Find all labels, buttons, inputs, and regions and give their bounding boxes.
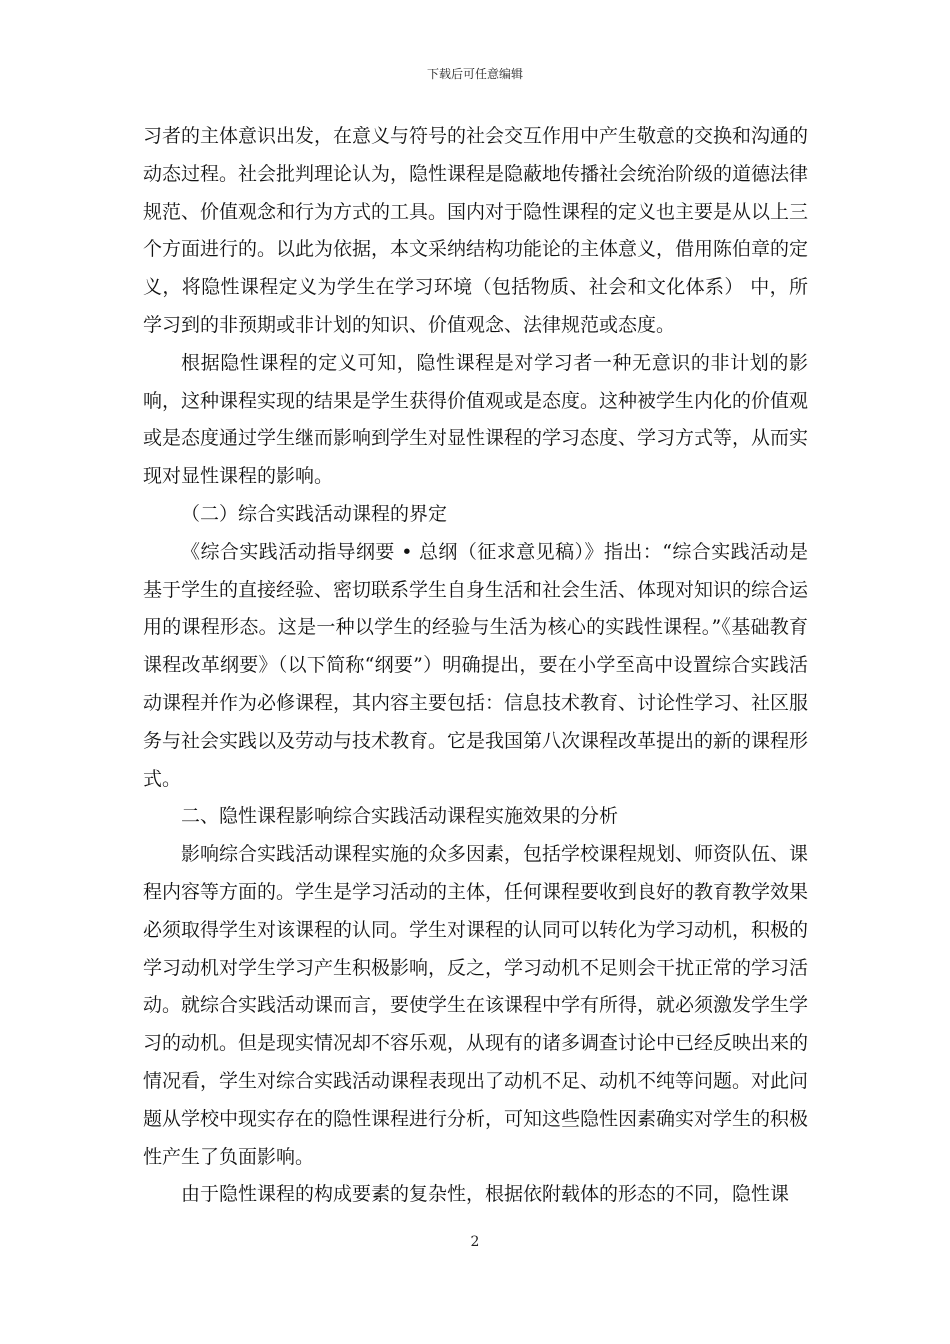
section-heading-practice-curriculum: （二）综合实践活动课程的界定 bbox=[181, 502, 448, 525]
paragraph-complexity: 由于隐性课程的构成要素的复杂性，根据依附载体的形态的不同，隐性课 bbox=[181, 1183, 790, 1206]
paragraph-practice-curriculum-definition: 《综合实践活动指导纲要 • 总纲（征求意见稿）》指出：“综合实践活动是基于学生的直接经验、密切联系学生自身生活和社会生活、体现对知识的综合运用的课程形态。这是一种以学生的经验与生活为核心的实践性课程。”《基础教育课程改革纲要》（以下简称“纲要”）明确提出，要在小学至高中设置综合实践活动课程并作为必修课程，其内容主要包括：信息技术教育、讨论性学习、社区服务与社会实践以及劳动与技术教育。它是我国第八次课程改革提出的新的课程形式。 bbox=[143, 540, 809, 790]
document-body bbox=[143, 118, 808, 1214]
page-number: 2 bbox=[470, 1234, 480, 1250]
paragraph-influencing-factors: 影响综合实践活动课程实施的众多因素，包括学校课程规划、师资队伍、课程内容等方面的。学生是学习活动的主体，任何课程要收到良好的教育教学效果必须取得学生对该课程的认同。学生对课程的认同可以转化为学习动机，积极的学习动机对学生学习产生积极影响，反之，学习动机不足则会干扰正常的学习活动。就综合实践活动课而言，要使学生在该课程中学有所得，就必须激发学生学习的动机。但是现实情况却不容乐观，从现有的诸多调查讨论中已经反映出来的情况看，学生对综合实践活动课程表现出了动机不足、动机不纯等问题。对此问题从学校中现实存在的隐性课程进行分析，可知这些隐性因素确实对学生的积极性产生了负面影响。 bbox=[143, 843, 809, 1168]
paragraph-hidden-curriculum-effect: 根据隐性课程的定义可知，隐性课程是对学习者一种无意识的非计划的影响，这种课程实现的结果是学生获得价值观或是态度。这种被学生内化的价值观或是态度通过学生继而影响到学生对显性课程的学习态度、学习方式等，从而实现对显性课程的影响。 bbox=[143, 351, 809, 488]
paragraph-hidden-curriculum-definition: 习者的主体意识出发，在意义与符号的社会交互作用中产生敬意的交换和沟通的动态过程。社会批判理论认为，隐性课程是隐蔽地传播社会统治阶级的道德法律规范、价值观念和行为方式的工具。国内对于隐性课程的定义也主要是从以上三个方面进行的。以此为依据，本文采纳结构功能论的主体意义，借用陈伯章的定义，将隐性课程定义为学生在学习环境（包括物质、社会和文化体系） 中，所学习到的非预期或非计划的知识、价值观念、法律规范或态度。 bbox=[143, 125, 809, 336]
page-header: 下载后可任意编辑 bbox=[426, 67, 523, 81]
section-heading-analysis: 二、隐性课程影响综合实践活动课程实施效果的分析 bbox=[181, 805, 619, 828]
